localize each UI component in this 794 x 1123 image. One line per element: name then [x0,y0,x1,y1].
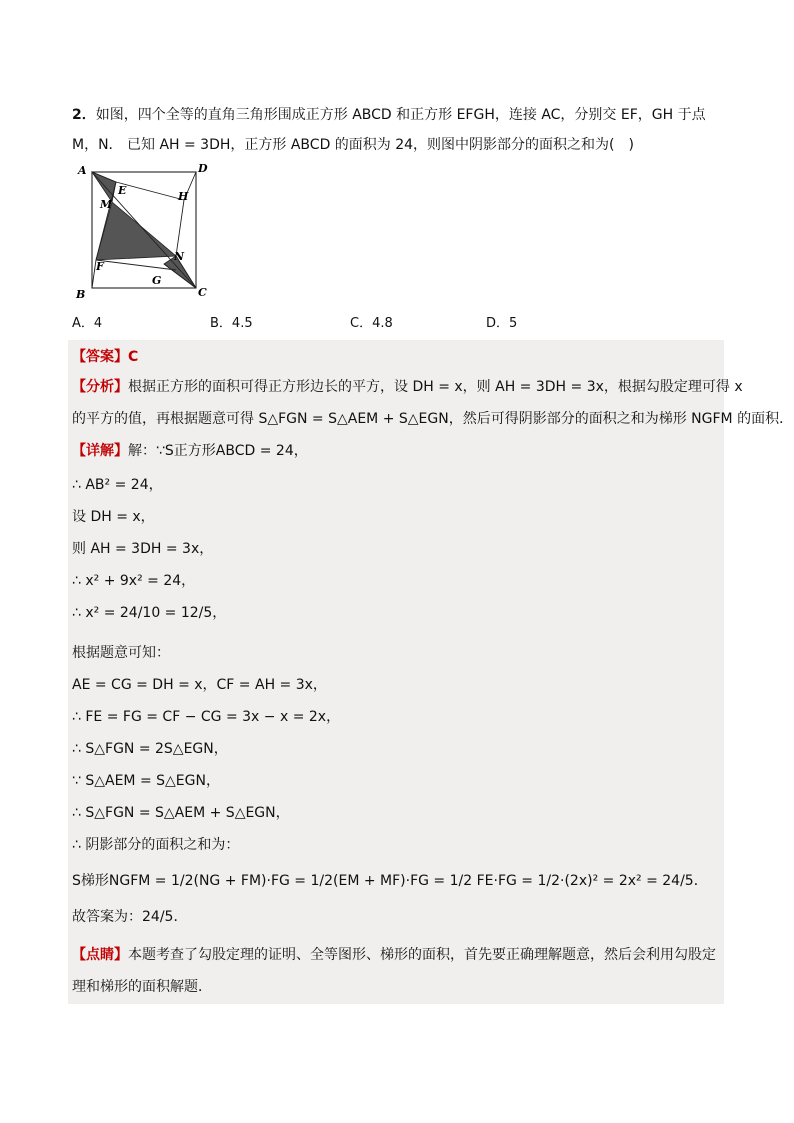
label-E: E [118,184,127,197]
choice-d-value: 5 [509,316,518,331]
comment-line-2: 理和梯形的面积解题． [72,979,212,995]
label-F: F [96,260,104,273]
answer-line [72,346,138,366]
comment-text-1: 本题考查了勾股定理的证明、全等图形、梯形的面积，首先要正确理解题意，然后会利用勾股定 [128,947,716,963]
step-9: ∴ S△FGN = 2S△EGN， [72,741,228,757]
question-line-1 [72,100,722,130]
analysis-tag: 【分析】 [72,379,128,395]
label-D: D [198,162,208,175]
choice-b-letter: B． [210,316,232,331]
geometry-figure [72,160,212,300]
step-1: ∴ AB² = 24， [72,477,163,493]
choice-b[interactable] [210,312,253,331]
comment-tag: 【点睛】 [72,947,128,963]
label-B: B [76,288,86,300]
detail-line [72,440,308,460]
label-N: N [174,250,185,263]
label-C: C [198,286,207,299]
choice-d[interactable] [486,312,517,331]
step-11: ∴ S△FGN = S△AEM + S△EGN， [72,805,290,821]
question-line-2: M，N． 已知 AH = 3DH，正方形 ABCD 的面积为 24，则图中阴影部分的面积之和为( ) [72,137,634,153]
choice-c[interactable] [350,312,393,331]
label-M: M [100,198,113,211]
question [72,100,722,160]
step-10: ∵ S△AEM = S△EGN， [72,773,220,789]
label-A: A [78,164,87,177]
question-number: 2． [72,107,96,123]
step-5: ∴ x² = 24/10 = 12/5， [72,605,227,621]
choice-b-value: 4.5 [231,316,253,331]
label-G: G [152,274,162,287]
answer-value: C [128,349,139,365]
analysis-line-2: 的平方的值，再根据题意可得 S△FGN = S△AEM + S△EGN，然后可得阴影部分的面积之和为梯形 NGFM 的面积． [72,411,794,427]
detail-tag: 【详解】 [72,443,128,459]
analysis-text-1: 根据正方形的面积可得正方形边长的平方，设 DH = x，则 AH = 3DH = 3x，根据勾股定理可得 x [128,379,743,395]
choice-c-value: 4.8 [372,316,393,331]
step-3: 则 AH = 3DH = 3x， [72,541,214,557]
step-2: 设 DH = x， [72,509,155,525]
question-text-1: 如图，四个全等的直角三角形围成正方形 ABCD 和正方形 EFGH，连接 AC，分别交 EF，GH 于点 [95,107,706,123]
solution-panel [68,340,794,1004]
choices [72,312,672,332]
choice-c-letter: C． [350,316,373,331]
step-14: 故答案为：24/5． [72,909,188,925]
choice-a-letter: A． [72,316,94,331]
answer-tag: 【答案】 [72,349,128,365]
step-4: ∴ x² + 9x² = 24， [72,573,196,589]
choice-a-value: 4 [93,316,103,331]
label-H: H [178,190,189,203]
comment-line-1 [72,944,716,964]
step-8: ∴ FE = FG = CF − CG = 3x − x = 2x， [72,709,341,725]
step-6: 根据题意可知： [72,645,170,661]
step-7: AE = CG = DH = x，CF = AH = 3x， [72,677,327,693]
detail-intro: 解：∵S正方形ABCD = 24， [128,443,308,459]
square-diagram [72,160,212,300]
step-12: ∴ 阴影部分的面积之和为： [72,837,240,853]
step-13: S梯形NGFM = 1/2(NG + FM)·FG = 1/2(EM + MF)·FG = 1/2 FE·FG = 1/2·(2x)² = 2x² = 24/5． [72,873,708,889]
choice-d-letter: D． [486,316,510,331]
analysis-line-1 [72,376,743,396]
choice-a[interactable] [72,312,102,331]
